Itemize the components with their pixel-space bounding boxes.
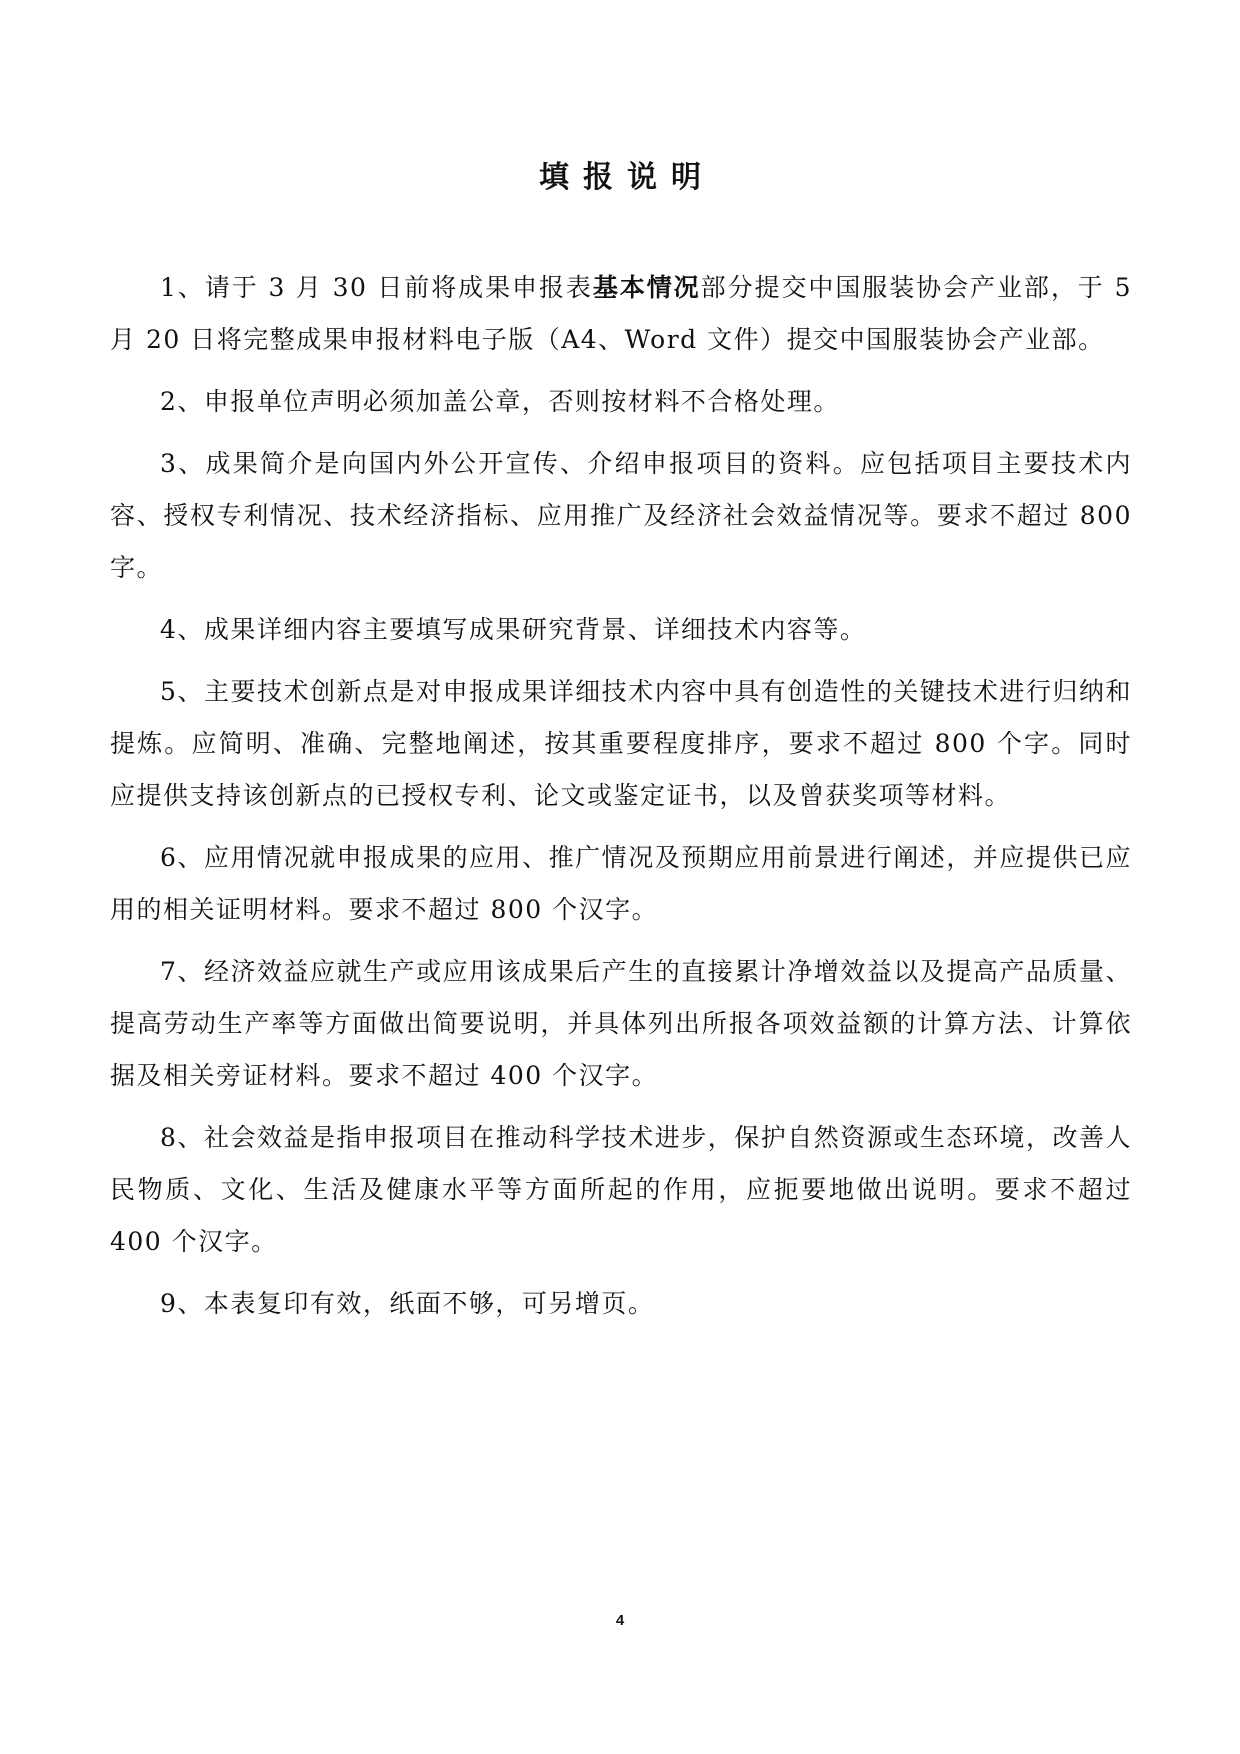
instruction-item-9: [110, 1278, 1132, 1330]
instruction-text: 6、应用情况就申报成果的应用、推广情况及预期应用前景进行阐述，并应提供已应用的相关证明材料。要求不超过 800 个汉字。: [110, 843, 1132, 924]
instruction-text: 5、主要技术创新点是对申报成果详细技术内容中具有创造性的关键技术进行归纳和提炼。应简明、准确、完整地阐述，按其重要程度排序，要求不超过 800 个字。同时应提供支持该创新点的已授权专利、论文或鉴定证书，以及曾获奖项等材料。: [110, 677, 1132, 810]
page-number: 4: [615, 1612, 625, 1629]
instruction-emphasis: 基本情况: [592, 273, 701, 302]
instructions-list: [110, 262, 1132, 1340]
page-title: 填报说明: [539, 160, 715, 195]
instruction-text: 2、申报单位声明必须加盖公章，否则按材料不合格处理。: [160, 387, 840, 416]
instruction-item-6: [110, 832, 1132, 936]
instruction-text: 7、经济效益应就生产或应用该成果后产生的直接累计净增效益以及提高产品质量、提高劳动生产率等方面做出简要说明，并具体列出所报各项效益额的计算方法、计算依据及相关旁证材料。要求不超过 400 个汉字。: [110, 957, 1132, 1090]
instruction-text: 3、成果简介是向国内外公开宣传、介绍申报项目的资料。应包括项目主要技术内容、授权专利情况、技术经济指标、应用推广及经济社会效益情况等。要求不超过 800 字。: [110, 449, 1132, 582]
instruction-item-7: [110, 946, 1132, 1102]
instruction-text: 4、成果详细内容主要填写成果研究背景、详细技术内容等。: [160, 615, 867, 644]
instruction-item-4: [110, 604, 1132, 656]
instruction-text: 8、社会效益是指申报项目在推动科学技术进步，保护自然资源或生态环境，改善人民物质、文化、生活及健康水平等方面所起的作用，应扼要地做出说明。要求不超过 400 个汉字。: [110, 1123, 1132, 1256]
instruction-item-3: [110, 438, 1132, 594]
instruction-item-2: [110, 376, 1132, 428]
instruction-item-1: [110, 262, 1132, 366]
instruction-text: 部分提交中国服装协会产业部，于 5 月 20 日将完整成果申报材料电子版（A4、Word 文件）提交中国服装协会产业部。: [110, 273, 1132, 354]
instruction-text: 1、请于 3 月 30 日前将成果申报表: [160, 273, 593, 302]
instruction-text: 9、本表复印有效，纸面不够，可另增页。: [160, 1289, 655, 1318]
instruction-item-8: [110, 1112, 1132, 1268]
instruction-item-5: [110, 666, 1132, 822]
